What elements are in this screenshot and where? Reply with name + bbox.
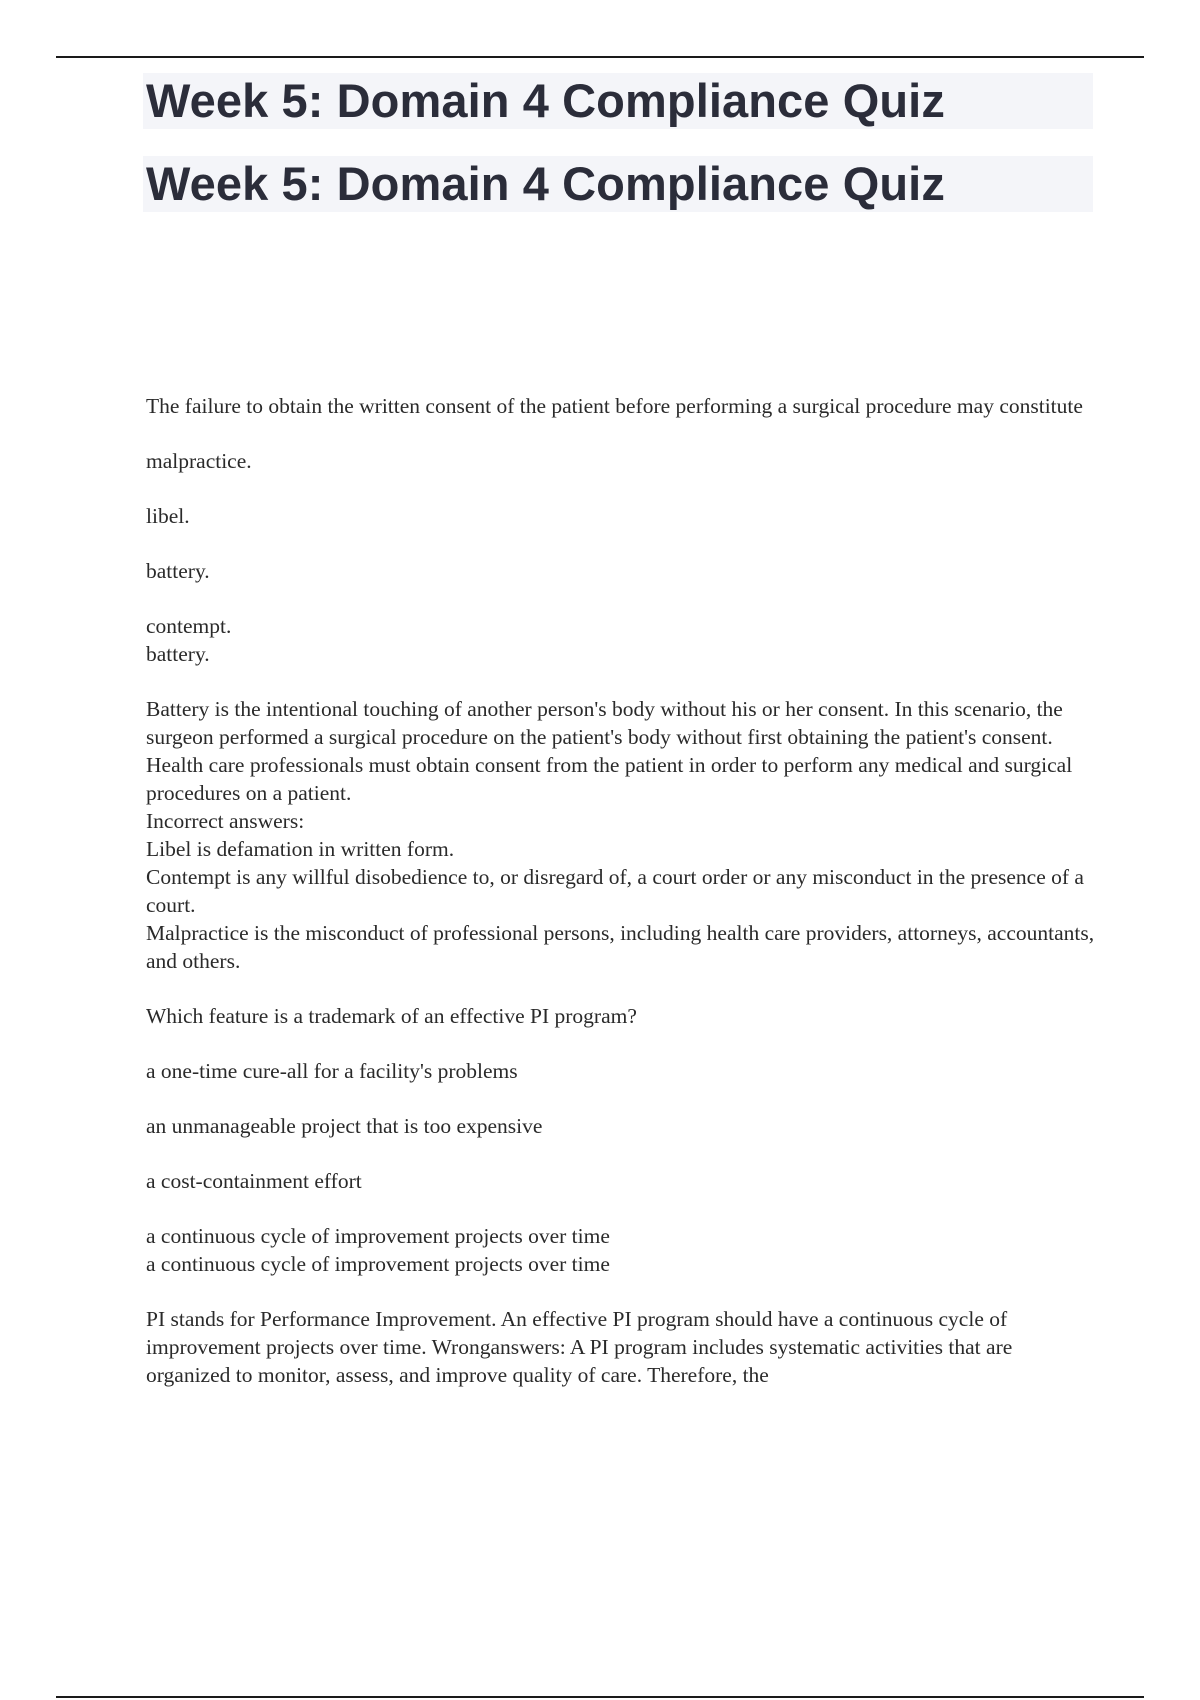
- question-1-option: contempt.: [146, 614, 232, 638]
- document-title: Week 5: Domain 4 Compliance Quiz: [146, 74, 945, 127]
- question-1-option: libel.: [146, 504, 190, 528]
- question-1-option: malpractice.: [146, 449, 252, 473]
- question-2-explanation: PI stands for Performance Improvement. An effective PI program should have a continuous cycle of improvement projects over time. Wronganswers: A PI program includes systematic activities that are organized to monitor, assess, and improve quality of care. Therefore, the: [146, 1307, 1013, 1387]
- question-2-option: a continuous cycle of improvement projects over time: [146, 1224, 610, 1248]
- question-2-option: a one-time cure-all for a facility's problems: [146, 1059, 518, 1083]
- question-1-option: battery.: [146, 559, 210, 583]
- question-2-option: an unmanageable project that is too expensive: [146, 1114, 543, 1138]
- quiz-content: [146, 392, 1096, 1389]
- question-1-explanation: Libel is defamation in written form.: [146, 837, 455, 861]
- question-2-answer: a continuous cycle of improvement projects over time: [146, 1252, 610, 1276]
- question-1-explanation: Malpractice is the misconduct of professional persons, including health care providers, attorneys, accountants, and others.: [146, 921, 1095, 973]
- question-2-text: Which feature is a trademark of an effective PI program?: [146, 1004, 637, 1028]
- question-1-answer: battery.: [146, 642, 210, 666]
- bottom-rule: [56, 1696, 1144, 1698]
- question-1-explanation: Incorrect answers:: [146, 809, 305, 833]
- document-title-repeat: Week 5: Domain 4 Compliance Quiz: [146, 157, 945, 210]
- question-2-option: a cost-containment effort: [146, 1169, 362, 1193]
- question-1-explanation: Contempt is any willful disobedience to, or disregard of, a court order or any misconduct in the presence of a court.: [146, 865, 1084, 917]
- question-1-text: The failure to obtain the written consent of the patient before performing a surgical procedure may constitute: [146, 394, 1083, 418]
- question-1-explanation: Battery is the intentional touching of another person's body without his or her consent. In this scenario, the surgeon performed a surgical procedure on the patient's body without first obtaining the patient's consent. Health care professionals must obtain consent from the patient in order to perform any medical and surgical procedures on a patient.: [146, 697, 1073, 805]
- top-rule: [56, 56, 1144, 58]
